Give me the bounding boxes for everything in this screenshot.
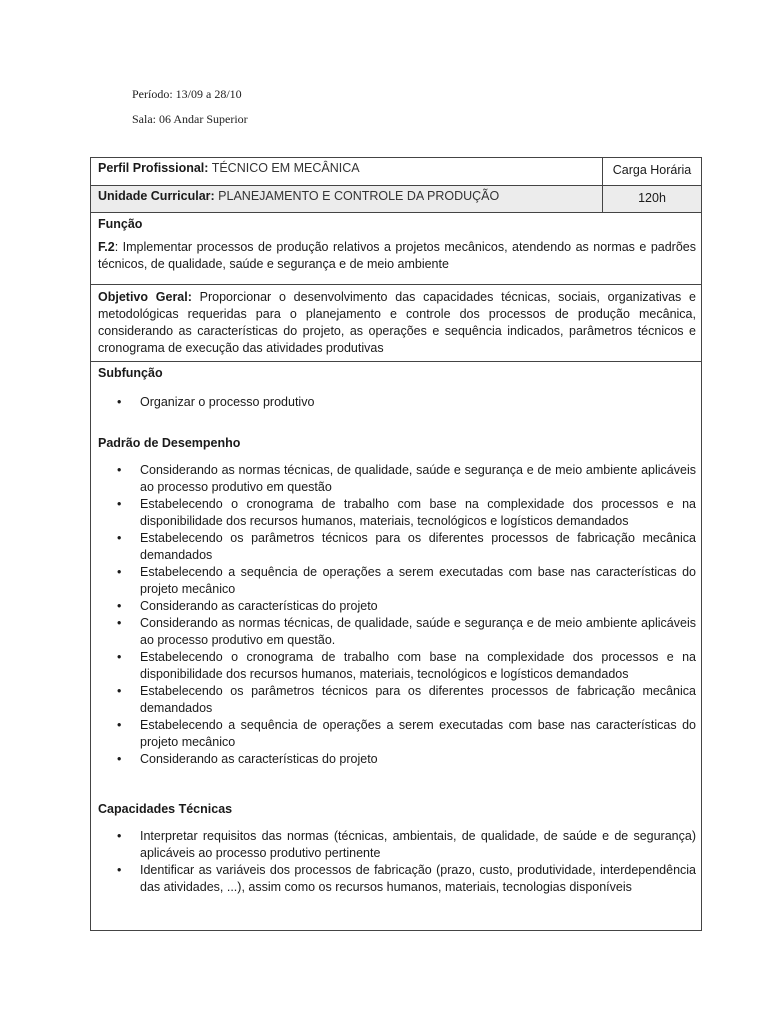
list-item bbox=[98, 564, 696, 598]
funcao-text: : Implementar processos de produção relativos a projetos mecânicos, atendendo as normas e padrões técnicos, de qualidade, saúde e segurança e de meio ambiente bbox=[98, 240, 696, 271]
list-item bbox=[98, 828, 696, 862]
bullet-icon: • bbox=[117, 650, 122, 664]
subfuncao-section bbox=[91, 361, 701, 932]
list-item-text: Estabelecendo a sequência de operações a serem executadas com base nas características do projeto mecânico bbox=[140, 718, 696, 749]
list-item-text: Estabelecendo o cronograma de trabalho com base na complexidade dos processos e na disponibilidade dos recursos humanos, materiais, tecnológicos e logísticos demandados bbox=[140, 650, 696, 681]
bullet-icon: • bbox=[117, 684, 122, 698]
list-item-text: Considerando as características do projeto bbox=[140, 752, 378, 766]
objetivo-label: Objetivo Geral: bbox=[98, 290, 192, 304]
list-item-text: Identificar as variáveis dos processos de fabricação (prazo, custo, produtividade, interdependência das atividades, ...), assim como os recursos humanos, materiais, tecnologias disponíveis bbox=[140, 863, 696, 894]
list-item bbox=[98, 683, 696, 717]
subfuncao-title: Subfunção bbox=[98, 366, 163, 380]
list-item-text: Estabelecendo os parâmetros técnicos para os diferentes processos de fabricação mecânica demandados bbox=[140, 531, 696, 562]
objetivo-section bbox=[91, 284, 701, 361]
objetivo-text: Proporcionar o desenvolvimento das capacidades técnicas, sociais, organizativas e metodológicas requeridas para o planejamento e controle dos processos de produção mecânica, considerando as características do projeto, as operações e sequência indicados, parâmetros técnicos e cronograma de execução das atividades produtivas bbox=[98, 290, 696, 355]
unidade-value: PLANEJAMENTO E CONTROLE DA PRODUÇÃO bbox=[218, 189, 500, 203]
list-item bbox=[98, 751, 696, 768]
perfil-label: Perfil Profissional: bbox=[98, 161, 209, 175]
funcao-title: Função bbox=[98, 217, 143, 231]
capacidades-title: Capacidades Técnicas bbox=[98, 802, 233, 816]
list-item-text: Organizar o processo produtivo bbox=[140, 395, 315, 409]
list-item bbox=[98, 649, 696, 683]
sala-text: Sala: 06 Andar Superior bbox=[132, 112, 248, 126]
padrao-title: Padrão de Desempenho bbox=[98, 436, 241, 450]
list-item-text: Estabelecendo os parâmetros técnicos para os diferentes processos de fabricação mecânica demandados bbox=[140, 684, 696, 715]
bullet-icon: • bbox=[117, 599, 122, 613]
bullet-icon: • bbox=[117, 829, 122, 843]
subfuncao-list bbox=[98, 394, 696, 411]
list-item-text: Considerando as normas técnicas, de qualidade, saúde e segurança e de meio ambiente aplicáveis ao processo produtivo em questão. bbox=[140, 616, 696, 647]
list-item bbox=[98, 717, 696, 751]
carga-value: 120h bbox=[602, 186, 701, 212]
bullet-icon: • bbox=[117, 863, 122, 877]
periodo-text: Período: 13/09 a 28/10 bbox=[132, 87, 242, 101]
funcao-section bbox=[91, 212, 701, 284]
list-item-text: Estabelecendo o cronograma de trabalho com base na complexidade dos processos e na disponibilidade dos recursos humanos, materiais, tecnológicos e logísticos demandados bbox=[140, 497, 696, 528]
list-item bbox=[98, 496, 696, 530]
funcao-code: F.2 bbox=[98, 240, 115, 254]
bullet-icon: • bbox=[117, 718, 122, 732]
unidade-label: Unidade Curricular: bbox=[98, 189, 215, 203]
perfil-cell bbox=[91, 158, 602, 185]
perfil-row bbox=[91, 158, 701, 185]
unidade-cell bbox=[91, 186, 602, 212]
list-item-text: Estabelecendo a sequência de operações a serem executadas com base nas características do projeto mecânico bbox=[140, 565, 696, 596]
bullet-icon: • bbox=[117, 463, 122, 477]
list-item bbox=[98, 462, 696, 496]
bullet-icon: • bbox=[117, 395, 122, 409]
carga-label: Carga Horária bbox=[602, 158, 701, 185]
bullet-icon: • bbox=[117, 531, 122, 545]
bullet-icon: • bbox=[117, 752, 122, 766]
curriculum-table bbox=[90, 157, 702, 931]
list-item bbox=[98, 615, 696, 649]
padrao-list bbox=[98, 462, 696, 768]
objetivo-body bbox=[98, 289, 696, 357]
bullet-icon: • bbox=[117, 497, 122, 511]
perfil-value: TÉCNICO EM MECÂNICA bbox=[211, 161, 360, 175]
list-item-text: Considerando as normas técnicas, de qualidade, saúde e segurança e de meio ambiente aplicáveis ao processo produtivo em questão bbox=[140, 463, 696, 494]
bullet-icon: • bbox=[117, 565, 122, 579]
unidade-row bbox=[91, 185, 701, 212]
list-item bbox=[98, 862, 696, 896]
list-item bbox=[98, 598, 696, 615]
list-item bbox=[98, 394, 696, 411]
bullet-icon: • bbox=[117, 616, 122, 630]
capacidades-list bbox=[98, 828, 696, 896]
list-item-text: Considerando as características do projeto bbox=[140, 599, 378, 613]
funcao-body bbox=[98, 239, 696, 273]
list-item-text: Interpretar requisitos das normas (técnicas, ambientais, de qualidade, de saúde e de segurança) aplicáveis ao processo produtivo pertinente bbox=[140, 829, 696, 860]
list-item bbox=[98, 530, 696, 564]
